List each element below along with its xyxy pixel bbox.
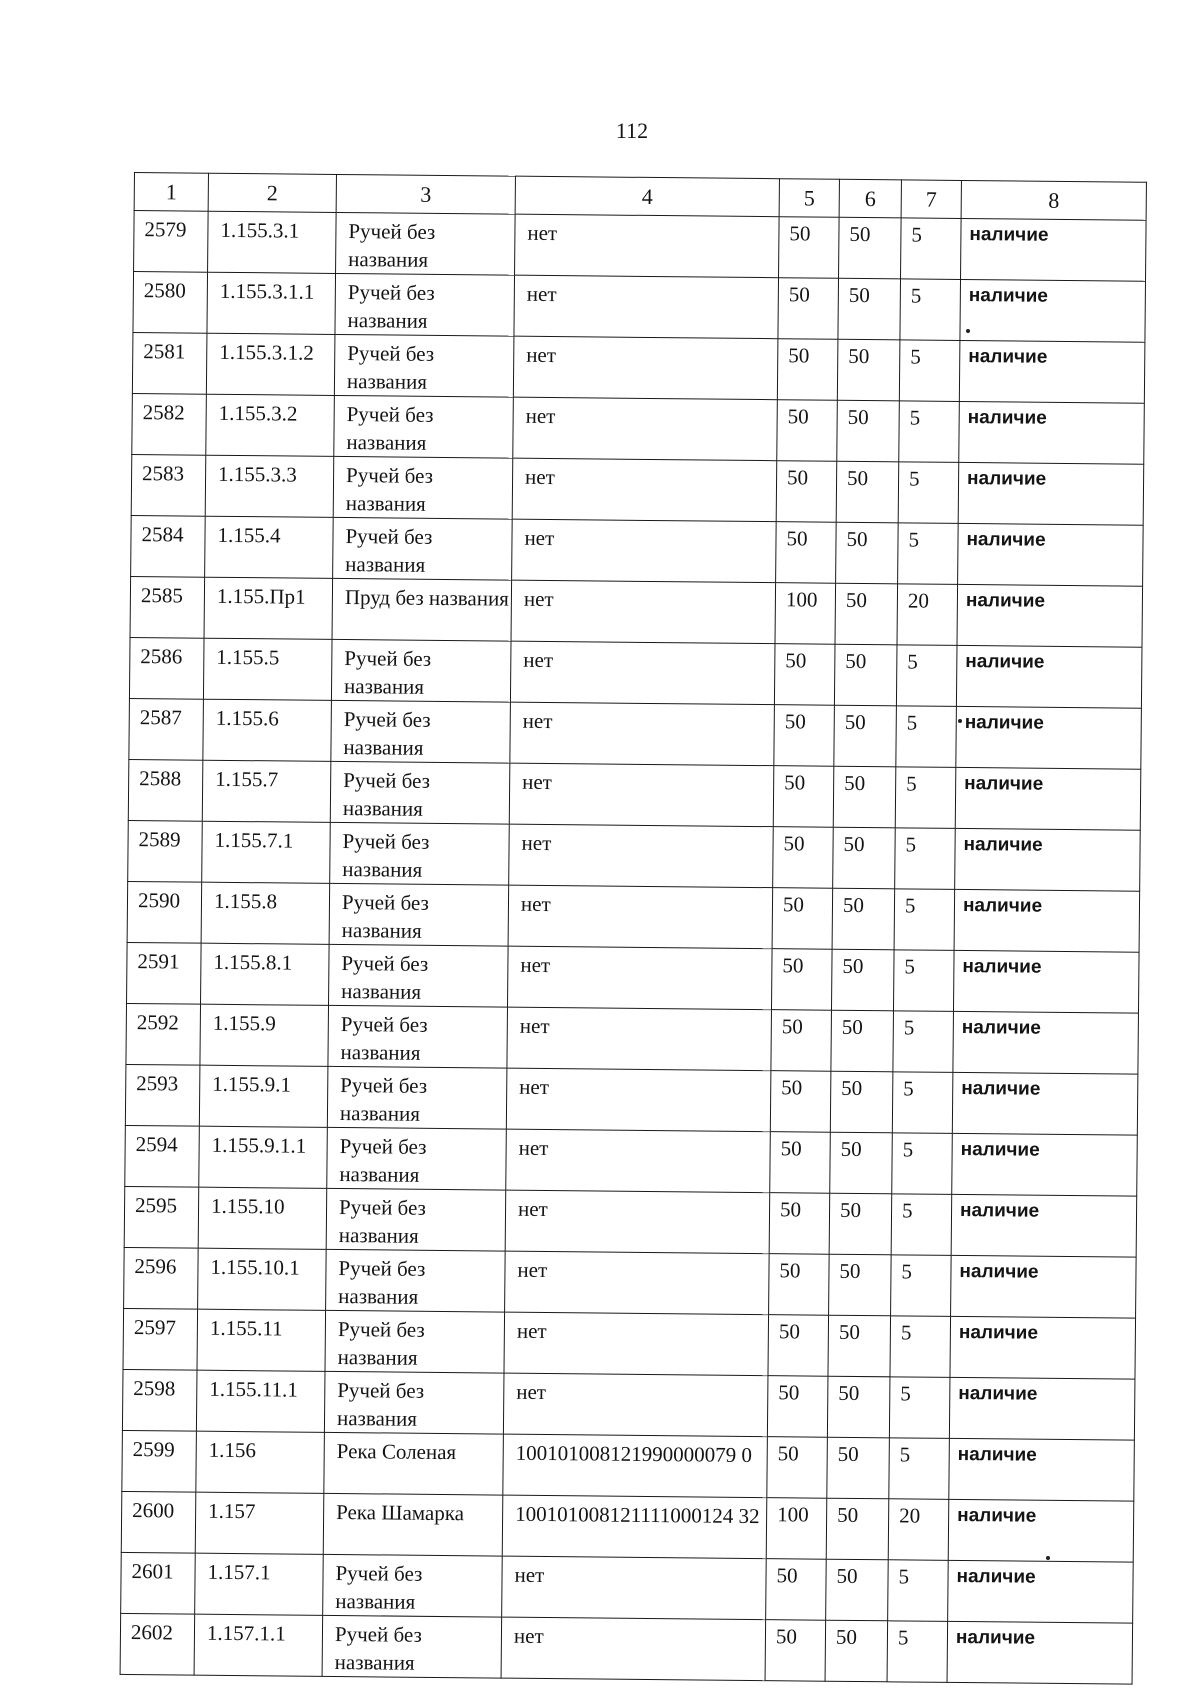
col7-cell: 5 <box>899 401 960 463</box>
name-cell: Ручей без названия <box>324 1371 504 1434</box>
col7-cell: 5 <box>893 950 954 1012</box>
table-row <box>131 454 1144 525</box>
col6-cell: 50 <box>837 339 900 401</box>
table-row <box>120 1613 1133 1684</box>
name-cell: Пруд без названия <box>332 578 512 641</box>
name-cell: Ручей без названия <box>331 639 511 702</box>
col7-cell: 5 <box>898 462 959 524</box>
col8-cell: наличие <box>958 462 1144 525</box>
col7-cell: 5 <box>899 340 960 402</box>
row-number-cell: 2588 <box>128 759 203 821</box>
col6-cell: 50 <box>825 1620 888 1682</box>
col8-cell: наличие <box>953 950 1139 1013</box>
table-row <box>133 272 1146 343</box>
table-row <box>127 881 1140 952</box>
table-row <box>124 1186 1137 1257</box>
row-number-cell: 2595 <box>124 1186 199 1248</box>
col7-cell: 5 <box>887 1621 948 1683</box>
row-number-cell: 2589 <box>128 820 203 882</box>
col8-cell: наличие <box>948 1560 1134 1623</box>
col6-cell: 50 <box>830 1071 893 1133</box>
code-cell: 1.155.9 <box>200 1004 329 1066</box>
registry-number-cell: нет <box>508 885 773 949</box>
code-cell: 1.155.9.1 <box>199 1065 328 1127</box>
name-cell: Ручей без названия <box>322 1615 502 1678</box>
row-number-cell: 2598 <box>122 1369 197 1431</box>
col6-cell: 50 <box>839 217 902 279</box>
page-number: 112 <box>615 118 649 143</box>
row-number-cell: 2594 <box>125 1125 200 1187</box>
header-cell: 6 <box>839 179 901 218</box>
col6-cell: 50 <box>828 1315 891 1377</box>
col7-cell: 5 <box>889 1377 950 1439</box>
row-number-cell: 2599 <box>122 1430 197 1492</box>
col5-cell: 50 <box>773 827 834 889</box>
col6-cell: 50 <box>833 766 896 828</box>
code-cell: 1.155.3.1 <box>208 211 337 273</box>
col7-cell: 5 <box>892 1072 953 1134</box>
registry-number-cell: 100101008121111000124 32 <box>502 1495 767 1559</box>
col5-cell: 50 <box>774 644 835 706</box>
registry-number-cell: нет <box>514 275 779 339</box>
header-cell: 2 <box>208 173 336 212</box>
col7-cell: 5 <box>896 645 957 707</box>
row-number-cell: 2582 <box>132 393 207 455</box>
registry-number-cell: нет <box>510 702 775 766</box>
col8-cell: наличие <box>961 218 1147 281</box>
col6-cell: 50 <box>831 1010 894 1072</box>
registry-number-cell: нет <box>502 1556 767 1620</box>
col6-cell: 50 <box>836 461 899 523</box>
table-row <box>129 637 1142 708</box>
name-cell: Река Шамарка <box>323 1493 503 1556</box>
header-cell: 5 <box>779 179 839 218</box>
name-cell: Ручей без названия <box>334 334 514 397</box>
col7-cell: 5 <box>895 828 956 890</box>
col7-cell: 5 <box>891 1255 952 1317</box>
code-cell: 1.157.1.1 <box>194 1614 323 1676</box>
table-row <box>124 1247 1137 1318</box>
col5-cell: 100 <box>775 583 836 645</box>
table-body <box>120 211 1146 1685</box>
row-number-cell: 2596 <box>124 1247 199 1309</box>
col7-cell: 20 <box>897 584 958 646</box>
col8-cell: наличие <box>950 1316 1136 1379</box>
code-cell: 1.155.10.1 <box>198 1248 327 1310</box>
col5-cell: 50 <box>770 1132 831 1194</box>
code-cell: 1.155.8.1 <box>201 943 330 1005</box>
col8-cell: наличие <box>957 584 1143 647</box>
table-row <box>126 1003 1139 1074</box>
registry-number-cell: нет <box>512 519 777 583</box>
col6-cell: 50 <box>836 522 899 584</box>
col7-cell: 5 <box>901 218 962 280</box>
table-row <box>128 820 1141 891</box>
name-cell: Ручей без названия <box>333 456 513 519</box>
row-number-cell: 2584 <box>131 515 206 577</box>
registry-number-cell: нет <box>512 458 777 522</box>
col6-cell: 50 <box>829 1193 892 1255</box>
col6-cell: 50 <box>833 827 896 889</box>
col5-cell: 50 <box>777 400 838 462</box>
col8-cell: наличие <box>952 1133 1138 1196</box>
registry-number-cell: нет <box>509 824 774 888</box>
name-cell: Река Соленая <box>324 1432 504 1495</box>
col5-cell: 50 <box>779 217 840 279</box>
col6-cell: 50 <box>829 1254 892 1316</box>
col8-cell: наличие <box>947 1621 1133 1684</box>
row-number-cell: 2580 <box>133 272 208 334</box>
table-row <box>129 698 1142 769</box>
code-cell: 1.155.11 <box>197 1309 326 1371</box>
col5-cell: 50 <box>777 339 838 401</box>
table-row <box>123 1308 1136 1379</box>
code-cell: 1.157.1 <box>195 1553 324 1615</box>
registry-number-cell: нет <box>506 1129 771 1193</box>
name-cell: Ручей без названия <box>326 1188 506 1251</box>
name-cell: Ручей без названия <box>330 822 510 885</box>
code-cell: 1.155.10 <box>198 1187 327 1249</box>
col6-cell: 50 <box>837 400 900 462</box>
col8-cell: наличие <box>949 1438 1135 1501</box>
table-row <box>122 1369 1135 1440</box>
col8-cell: наличие <box>956 645 1142 708</box>
code-cell: 1.155.4 <box>205 516 334 578</box>
col5-cell: 50 <box>771 949 832 1011</box>
name-cell: Ручей без названия <box>330 761 510 824</box>
table-row <box>121 1552 1134 1623</box>
header-cell: 1 <box>134 173 208 212</box>
col6-cell: 50 <box>835 583 898 645</box>
row-number-cell: 2601 <box>121 1552 196 1614</box>
table-row <box>130 576 1143 647</box>
col8-cell: наличие <box>955 767 1141 830</box>
col8-cell: наличие <box>951 1194 1137 1257</box>
registry-number-cell: нет <box>503 1373 768 1437</box>
name-cell: Ручей без названия <box>325 1310 505 1373</box>
col8-cell: наличие <box>954 889 1140 952</box>
name-cell: Ручей без названия <box>328 1005 508 1068</box>
name-cell: Ручей без названия <box>326 1249 506 1312</box>
name-cell: Ручей без названия <box>335 273 515 336</box>
col8-cell: наличие <box>953 1011 1139 1074</box>
row-number-cell: 2600 <box>121 1491 196 1553</box>
col6-cell: 50 <box>830 1132 893 1194</box>
col7-cell: 5 <box>890 1316 951 1378</box>
col5-cell: 50 <box>772 888 833 950</box>
col6-cell: 50 <box>826 1559 889 1621</box>
header-cell: 3 <box>336 174 515 214</box>
name-cell: Ручей без названия <box>329 883 509 946</box>
registry-number-cell: нет <box>508 946 773 1010</box>
col5-cell: 50 <box>776 522 837 584</box>
row-number-cell: 2591 <box>127 942 202 1004</box>
registry-number-cell: нет <box>506 1068 771 1132</box>
col5-cell: 50 <box>766 1559 827 1621</box>
code-cell: 1.156 <box>196 1431 325 1493</box>
table-row <box>132 393 1145 464</box>
col5-cell: 50 <box>769 1193 830 1255</box>
name-cell: Ручей без названия <box>327 1066 507 1129</box>
col8-cell: наличие <box>960 279 1146 342</box>
registry-number-cell: нет <box>511 580 776 644</box>
col5-cell: 50 <box>776 461 837 523</box>
registry-number-cell: нет <box>509 763 774 827</box>
table-row <box>125 1125 1138 1196</box>
registry-number-cell: нет <box>510 641 775 705</box>
row-number-cell: 2597 <box>123 1308 198 1370</box>
col6-cell: 50 <box>827 1376 890 1438</box>
col7-cell: 5 <box>900 279 961 341</box>
col8-cell: наличие <box>949 1377 1135 1440</box>
table-row <box>128 759 1141 830</box>
table-row <box>134 211 1147 282</box>
code-cell: 1.155.3.2 <box>206 394 335 456</box>
name-cell: Ручей без названия <box>334 395 514 458</box>
name-cell: Ручей без названия <box>327 1127 507 1190</box>
row-number-cell: 2585 <box>130 576 205 638</box>
code-cell: 1.157 <box>195 1492 324 1554</box>
table-row <box>127 942 1140 1013</box>
col7-cell: 5 <box>898 523 959 585</box>
col5-cell: 50 <box>774 705 835 767</box>
row-number-cell: 2586 <box>129 637 204 699</box>
col6-cell: 50 <box>838 278 901 340</box>
col8-cell: наличие <box>959 340 1145 403</box>
table-row <box>125 1064 1138 1135</box>
col7-cell: 5 <box>894 889 955 951</box>
row-number-cell: 2583 <box>131 454 206 516</box>
row-number-cell: 2590 <box>127 881 202 943</box>
row-number-cell: 2593 <box>125 1064 200 1126</box>
registry-number-cell: 100101008121990000079 0 <box>503 1434 768 1498</box>
col5-cell: 50 <box>778 278 839 340</box>
col6-cell: 50 <box>826 1498 889 1560</box>
col5-cell: 50 <box>770 1071 831 1133</box>
code-cell: 1.155.Пр1 <box>204 577 333 639</box>
col8-cell: наличие <box>948 1499 1134 1562</box>
col7-cell: 5 <box>888 1560 949 1622</box>
col5-cell: 50 <box>773 766 834 828</box>
table-row <box>132 332 1145 403</box>
col7-cell: 5 <box>893 1011 954 1073</box>
col5-cell: 100 <box>766 1498 827 1560</box>
code-cell: 1.155.9.1.1 <box>199 1126 328 1188</box>
col8-cell: наличие <box>952 1072 1138 1135</box>
col6-cell: 50 <box>834 705 897 767</box>
code-cell: 1.155.7.1 <box>202 821 331 883</box>
col8-cell: наличие <box>956 706 1142 769</box>
col7-cell: 20 <box>888 1499 949 1561</box>
registry-number-cell: нет <box>513 336 778 400</box>
name-cell: Ручей без названия <box>333 517 513 580</box>
col8-cell: наличие <box>955 828 1141 891</box>
scan-speck <box>966 329 970 333</box>
name-cell: Ручей без названия <box>323 1554 503 1617</box>
registry-number-cell: нет <box>513 397 778 461</box>
registry-number-cell: нет <box>515 214 780 278</box>
scan-speck <box>958 719 962 723</box>
name-cell: Ручей без названия <box>331 700 511 763</box>
table-row <box>131 515 1144 586</box>
col5-cell: 50 <box>767 1376 828 1438</box>
header-cell: 8 <box>961 180 1146 220</box>
col7-cell: 5 <box>896 706 957 768</box>
col5-cell: 50 <box>771 1010 832 1072</box>
row-number-cell: 2602 <box>120 1613 195 1675</box>
col6-cell: 50 <box>831 949 894 1011</box>
col5-cell: 50 <box>767 1437 828 1499</box>
code-cell: 1.155.3.1.2 <box>206 333 335 395</box>
code-cell: 1.155.3.3 <box>205 455 334 517</box>
col7-cell: 5 <box>891 1194 952 1256</box>
col5-cell: 50 <box>765 1620 826 1682</box>
scan-speck <box>1046 1556 1050 1560</box>
code-cell: 1.155.8 <box>201 882 330 944</box>
col6-cell: 50 <box>827 1437 890 1499</box>
row-number-cell: 2579 <box>134 211 209 273</box>
name-cell: Ручей без названия <box>329 944 509 1007</box>
header-cell: 4 <box>515 176 779 217</box>
col6-cell: 50 <box>832 888 895 950</box>
header-cell: 7 <box>901 180 961 219</box>
col7-cell: 5 <box>892 1133 953 1195</box>
row-number-cell: 2587 <box>129 698 204 760</box>
code-cell: 1.155.6 <box>203 699 332 761</box>
data-table <box>120 172 1147 1685</box>
col8-cell: наличие <box>951 1255 1137 1318</box>
code-cell: 1.155.3.1.1 <box>207 272 336 334</box>
row-number-cell: 2581 <box>132 332 207 394</box>
registry-number-cell: нет <box>507 1007 772 1071</box>
code-cell: 1.155.5 <box>203 638 332 700</box>
registry-number-cell: нет <box>505 1251 770 1315</box>
registry-number-cell: нет <box>501 1617 766 1681</box>
registry-number-cell: нет <box>505 1190 770 1254</box>
col7-cell: 5 <box>895 767 956 829</box>
col6-cell: 50 <box>834 644 897 706</box>
table-row <box>121 1491 1134 1562</box>
col5-cell: 50 <box>768 1315 829 1377</box>
col8-cell: наличие <box>958 523 1144 586</box>
code-cell: 1.155.11.1 <box>196 1370 325 1432</box>
row-number-cell: 2592 <box>126 1003 201 1065</box>
code-cell: 1.155.7 <box>202 760 331 822</box>
col8-cell: наличие <box>959 401 1145 464</box>
name-cell: Ручей без названия <box>336 212 516 275</box>
table-row <box>122 1430 1135 1501</box>
col5-cell: 50 <box>769 1254 830 1316</box>
registry-number-cell: нет <box>504 1312 769 1376</box>
col7-cell: 5 <box>889 1438 950 1500</box>
